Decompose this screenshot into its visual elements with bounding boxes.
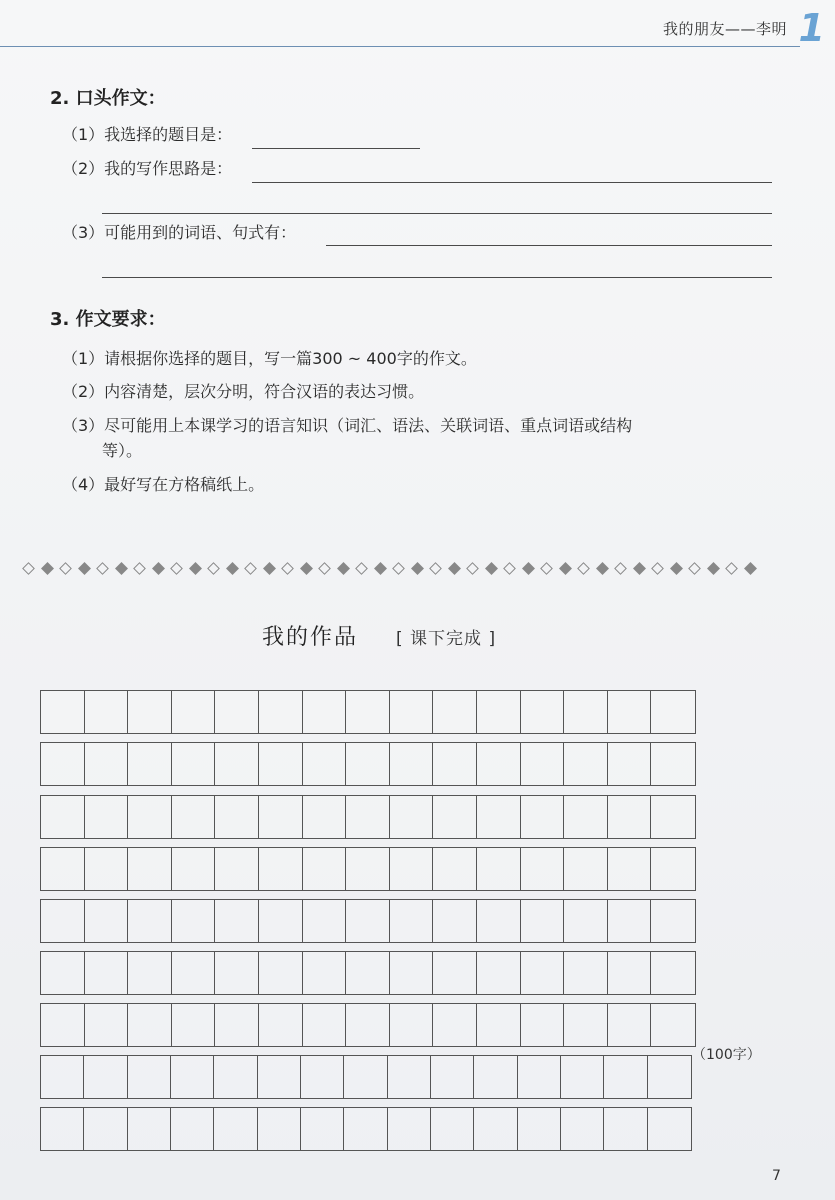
grid-cell[interactable] (433, 796, 477, 838)
divider-diamond-icon (448, 562, 461, 575)
grid-cell[interactable] (518, 1056, 561, 1098)
grid-cell[interactable] (477, 743, 521, 785)
divider-diamond-icon (466, 562, 479, 575)
grid-cell[interactable] (608, 848, 652, 890)
divider-diamond-icon (725, 562, 738, 575)
grid-row (40, 1003, 696, 1047)
grid-cell[interactable] (561, 1056, 604, 1098)
grid-cell[interactable] (346, 848, 390, 890)
grid-cell[interactable] (521, 848, 565, 890)
grid-cell[interactable] (172, 952, 216, 994)
grid-cell[interactable] (259, 952, 303, 994)
grid-cell[interactable] (128, 796, 172, 838)
grid-cell[interactable] (474, 1056, 517, 1098)
grid-cell[interactable] (303, 1004, 347, 1046)
grid-row (40, 742, 696, 786)
grid-cell[interactable] (171, 1108, 214, 1150)
grid-cell[interactable] (171, 1056, 214, 1098)
grid-cell[interactable] (344, 1108, 387, 1150)
grid-cell[interactable] (346, 796, 390, 838)
grid-cell[interactable] (651, 1004, 695, 1046)
grid-cell[interactable] (477, 796, 521, 838)
grid-cell[interactable] (303, 796, 347, 838)
grid-cell[interactable] (344, 1056, 387, 1098)
divider-diamond-icon (152, 562, 165, 575)
section-2-heading: 2. 口头作文： (50, 88, 166, 109)
grid-cell[interactable] (433, 952, 477, 994)
divider-diamond-icon (485, 562, 498, 575)
divider-diamond-icon (281, 562, 294, 575)
divider-diamond-icon (559, 562, 572, 575)
header-title: 我的朋友——李明 (662, 20, 787, 38)
works-title: 我的作品 (262, 625, 359, 650)
grid-cell[interactable] (215, 691, 259, 733)
grid-cell[interactable] (172, 743, 216, 785)
grid-cell[interactable] (41, 1108, 84, 1150)
grid-cell[interactable] (390, 796, 434, 838)
grid-cell[interactable] (128, 952, 172, 994)
works-subtitle: [ 课下完成 ] (396, 629, 497, 649)
word-count-note: （100字） (692, 1047, 761, 1063)
grid-cell[interactable] (608, 796, 652, 838)
oral-outline-answer-line-1[interactable] (252, 182, 772, 183)
grid-cell[interactable] (303, 743, 347, 785)
grid-cell[interactable] (303, 848, 347, 890)
grid-cell[interactable] (521, 952, 565, 994)
grid-cell[interactable] (346, 743, 390, 785)
grid-cell[interactable] (128, 848, 172, 890)
grid-cell[interactable] (259, 691, 303, 733)
grid-cell[interactable] (474, 1108, 517, 1150)
divider-diamond-icon (78, 562, 91, 575)
divider-diamond-icon (263, 562, 276, 575)
grid-cell[interactable] (215, 1004, 259, 1046)
grid-cell[interactable] (477, 1004, 521, 1046)
grid-cell[interactable] (477, 848, 521, 890)
divider-diamond-icon (355, 562, 368, 575)
divider-diamond-icon (633, 562, 646, 575)
grid-cell[interactable] (431, 1108, 474, 1150)
grid-cell[interactable] (604, 1108, 647, 1150)
grid-cell[interactable] (477, 952, 521, 994)
grid-cell[interactable] (85, 796, 129, 838)
grid-cell[interactable] (390, 848, 434, 890)
grid-cell[interactable] (651, 900, 695, 942)
grid-cell[interactable] (215, 952, 259, 994)
grid-cell[interactable] (346, 900, 390, 942)
divider-diamond-icon (300, 562, 313, 575)
grid-cell[interactable] (651, 691, 695, 733)
grid-cell[interactable] (608, 1004, 652, 1046)
grid-cell[interactable] (172, 900, 216, 942)
requirement-4: （4）最好写在方格稿纸上。 (62, 475, 265, 494)
grid-cell[interactable] (259, 1004, 303, 1046)
grid-cell[interactable] (259, 900, 303, 942)
grid-cell[interactable] (259, 796, 303, 838)
oral-phrases-label: （3）可能用到的词语、句式有： (62, 223, 297, 242)
divider-diamond-icon (41, 562, 54, 575)
divider-diamond-icon (244, 562, 257, 575)
grid-cell[interactable] (214, 1108, 257, 1150)
grid-cell[interactable] (128, 1004, 172, 1046)
grid-cell[interactable] (651, 952, 695, 994)
grid-cell[interactable] (41, 1004, 85, 1046)
grid-cell[interactable] (41, 952, 85, 994)
grid-cell[interactable] (41, 796, 85, 838)
grid-cell[interactable] (215, 743, 259, 785)
grid-cell[interactable] (301, 1108, 344, 1150)
page-header (0, 0, 835, 50)
grid-cell[interactable] (433, 900, 477, 942)
grid-cell[interactable] (128, 1056, 171, 1098)
grid-cell[interactable] (172, 1004, 216, 1046)
grid-row (40, 847, 696, 891)
grid-cell[interactable] (301, 1056, 344, 1098)
grid-row (40, 1055, 692, 1099)
grid-cell[interactable] (564, 743, 608, 785)
grid-cell[interactable] (172, 691, 216, 733)
divider-diamond-icon (429, 562, 442, 575)
grid-cell[interactable] (651, 743, 695, 785)
divider-diamond-icon (96, 562, 109, 575)
divider-diamond-icon (115, 562, 128, 575)
grid-cell[interactable] (85, 952, 129, 994)
divider-diamond-icon (670, 562, 683, 575)
grid-cell[interactable] (41, 743, 85, 785)
grid-cell[interactable] (433, 743, 477, 785)
grid-cell[interactable] (346, 1004, 390, 1046)
divider-diamond-icon (614, 562, 627, 575)
grid-cell[interactable] (128, 900, 172, 942)
grid-cell[interactable] (259, 848, 303, 890)
grid-cell[interactable] (41, 900, 85, 942)
grid-cell[interactable] (648, 1108, 691, 1150)
oral-phrases-answer-line-2[interactable] (102, 277, 772, 278)
grid-cell[interactable] (608, 952, 652, 994)
oral-phrases-answer-line-1[interactable] (326, 245, 772, 246)
grid-cell[interactable] (84, 1108, 127, 1150)
grid-cell[interactable] (564, 848, 608, 890)
grid-cell[interactable] (390, 952, 434, 994)
grid-cell[interactable] (651, 796, 695, 838)
section-3-heading: 3. 作文要求： (50, 309, 166, 330)
divider-diamond-icon (688, 562, 701, 575)
divider-diamond-icon (374, 562, 387, 575)
grid-cell[interactable] (477, 691, 521, 733)
grid-cell[interactable] (303, 952, 347, 994)
divider-diamond-icon (596, 562, 609, 575)
grid-cell[interactable] (128, 1108, 171, 1150)
grid-cell[interactable] (433, 691, 477, 733)
grid-cell[interactable] (172, 848, 216, 890)
grid-cell[interactable] (564, 952, 608, 994)
oral-outline-label: （2）我的写作思路是： (62, 159, 233, 178)
grid-cell[interactable] (259, 743, 303, 785)
divider-diamond-icon (59, 562, 72, 575)
divider-diamond-icon (411, 562, 424, 575)
oral-topic-label: （1）我选择的题目是： (62, 125, 233, 144)
grid-cell[interactable] (608, 900, 652, 942)
divider-diamond-icon (207, 562, 220, 575)
divider-diamond-icon (651, 562, 664, 575)
divider-diamond-icon (577, 562, 590, 575)
grid-cell[interactable] (128, 691, 172, 733)
grid-cell[interactable] (431, 1056, 474, 1098)
grid-cell[interactable] (433, 848, 477, 890)
divider-diamond-icon (318, 562, 331, 575)
grid-cell[interactable] (477, 900, 521, 942)
grid-cell[interactable] (346, 691, 390, 733)
grid-cell[interactable] (521, 1004, 565, 1046)
divider-diamond-icon (522, 562, 535, 575)
requirement-1: （1）请根据你选择的题目，写一篇300 ~ 400字的作文。 (62, 349, 477, 368)
grid-cell[interactable] (388, 1056, 431, 1098)
grid-cell[interactable] (303, 691, 347, 733)
page-number: 7 (772, 1168, 781, 1184)
diamond-divider (24, 561, 769, 577)
grid-cell[interactable] (84, 1056, 127, 1098)
grid-cell[interactable] (608, 691, 652, 733)
grid-cell[interactable] (433, 1004, 477, 1046)
grid-cell[interactable] (564, 691, 608, 733)
grid-cell[interactable] (215, 900, 259, 942)
divider-diamond-icon (337, 562, 350, 575)
grid-cell[interactable] (518, 1108, 561, 1150)
grid-cell[interactable] (214, 1056, 257, 1098)
grid-cell[interactable] (521, 743, 565, 785)
requirement-3: （3）尽可能用上本课学习的语言知识（词汇、语法、关联词语、重点词语或结构 (62, 416, 633, 435)
grid-cell[interactable] (521, 691, 565, 733)
grid-cell[interactable] (608, 743, 652, 785)
grid-cell[interactable] (390, 1004, 434, 1046)
grid-row (40, 951, 696, 995)
divider-diamond-icon (170, 562, 183, 575)
grid-cell[interactable] (561, 1108, 604, 1150)
grid-cell[interactable] (388, 1108, 431, 1150)
grid-cell[interactable] (258, 1056, 301, 1098)
oral-topic-answer-line[interactable] (252, 148, 420, 149)
grid-cell[interactable] (564, 1004, 608, 1046)
divider-diamond-icon (744, 562, 757, 575)
grid-cell[interactable] (390, 900, 434, 942)
divider-diamond-icon (392, 562, 405, 575)
grid-cell[interactable] (215, 848, 259, 890)
grid-cell[interactable] (303, 900, 347, 942)
grid-row (40, 1107, 692, 1151)
grid-cell[interactable] (521, 900, 565, 942)
divider-diamond-icon (707, 562, 720, 575)
grid-cell[interactable] (346, 952, 390, 994)
requirement-2: （2）内容清楚，层次分明，符合汉语的表达习惯。 (62, 382, 425, 401)
grid-cell[interactable] (41, 691, 85, 733)
grid-cell[interactable] (85, 691, 129, 733)
divider-diamond-icon (540, 562, 553, 575)
divider-diamond-icon (189, 562, 202, 575)
grid-row (40, 795, 696, 839)
divider-diamond-icon (226, 562, 239, 575)
grid-cell[interactable] (85, 900, 129, 942)
grid-cell[interactable] (564, 900, 608, 942)
grid-cell[interactable] (564, 796, 608, 838)
grid-cell[interactable] (41, 848, 85, 890)
header-rule (0, 46, 800, 47)
grid-cell[interactable] (390, 691, 434, 733)
grid-row (40, 899, 696, 943)
chapter-number: 1 (798, 6, 825, 50)
requirement-3-continued: 等）。 (102, 441, 143, 460)
oral-outline-answer-line-2[interactable] (102, 213, 772, 214)
grid-cell[interactable] (648, 1056, 691, 1098)
grid-cell[interactable] (258, 1108, 301, 1150)
grid-cell[interactable] (85, 743, 129, 785)
grid-cell[interactable] (85, 848, 129, 890)
divider-diamond-icon (22, 562, 35, 575)
divider-diamond-icon (133, 562, 146, 575)
grid-cell[interactable] (651, 848, 695, 890)
grid-row (40, 690, 696, 734)
grid-cell[interactable] (604, 1056, 647, 1098)
grid-cell[interactable] (390, 743, 434, 785)
divider-diamond-icon (503, 562, 516, 575)
grid-cell[interactable] (85, 1004, 129, 1046)
grid-cell[interactable] (41, 1056, 84, 1098)
grid-cell[interactable] (215, 796, 259, 838)
grid-cell[interactable] (521, 796, 565, 838)
grid-cell[interactable] (172, 796, 216, 838)
grid-cell[interactable] (128, 743, 172, 785)
